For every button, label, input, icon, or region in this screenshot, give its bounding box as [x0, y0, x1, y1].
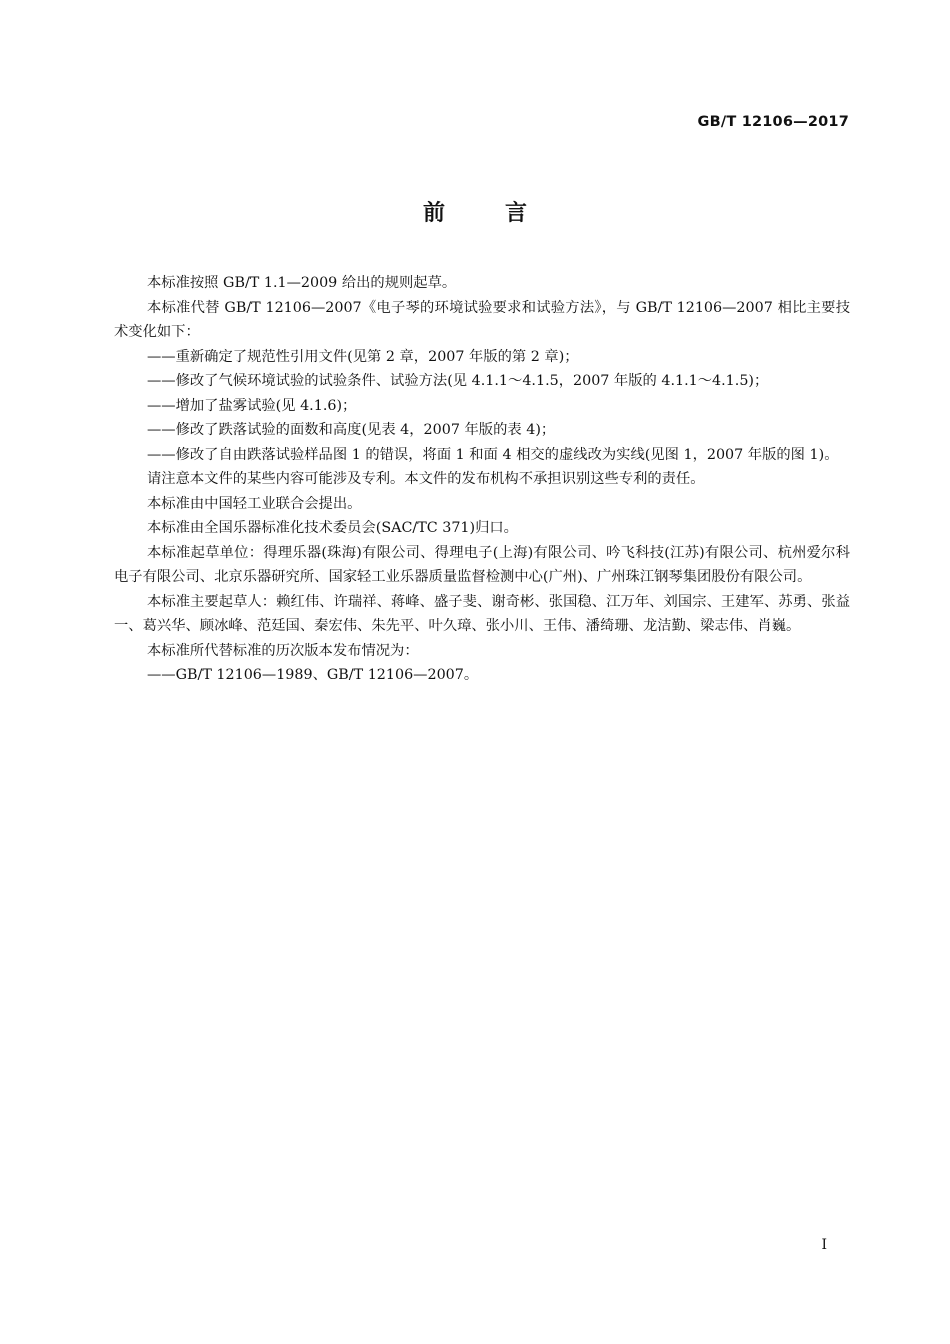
paragraph-committee: 本标准由全国乐器标准化技术委员会(SAC/TC 371)归口。: [147, 520, 518, 536]
paragraph-history: 本标准所代替标准的历次版本发布情况为：: [147, 642, 419, 659]
paragraph-patent-notice: 请注意本文件的某些内容可能涉及专利。本文件的发布机构不承担识别这些专利的责任。: [147, 471, 705, 487]
foreword-body: [114, 271, 850, 688]
paragraph-drafters: 本标准主要起草人：赖红伟、许瑞祥、蒋峰、盛子斐、谢奇彬、张国稳、江万年、刘国宗、王建军、苏勇、张益一、葛兴华、顾冰峰、范廷国、秦宏伟、朱先平、叶久璋、张小川、王伟、潘绮珊、龙洁勤、梁志伟、肖巍。: [114, 593, 850, 634]
change-item: ——修改了气候环境试验的试验条件、试验方法(见 4.1.1～4.1.5，2007 年版的 4.1.1～4.1.5)；: [147, 373, 769, 389]
change-item: ——修改了自由跌落试验样品图 1 的错误，将面 1 和面 4 相交的虚线改为实线(见图 1，2007 年版的图 1)。: [147, 446, 839, 463]
page-title: 前言: [422, 201, 587, 226]
change-item: ——增加了盐雾试验(见 4.1.6)；: [147, 397, 357, 414]
change-item: ——修改了跌落试验的面数和高度(见表 4，2007 年版的表 4)；: [147, 422, 556, 438]
paragraph-drafting-rules: 本标准按照 GB/T 1.1—2009 给出的规则起草。: [147, 275, 457, 291]
paragraph-drafting-units: 本标准起草单位：得理乐器(珠海)有限公司、得理电子(上海)有限公司、吟飞科技(江苏)有限公司、杭州爱尔科电子有限公司、北京乐器研究所、国家轻工业乐器质量监督检测中心(广州)、广州珠江钢琴集团股份有限公司。: [114, 544, 850, 585]
history-item: ——GB/T 12106—1989、GB/T 12106—2007。: [147, 667, 479, 683]
change-item: ——重新确定了规范性引用文件(见第 2 章，2007 年版的第 2 章)；: [147, 348, 579, 365]
document-code: GB/T 12106—2017: [697, 114, 849, 130]
page-number: I: [821, 1237, 827, 1253]
paragraph-proposer: 本标准由中国轻工业联合会提出。: [147, 495, 362, 512]
paragraph-replacement: 本标准代替 GB/T 12106—2007《电子琴的环境试验要求和试验方法》，与 GB/T 12106—2007 相比主要技术变化如下：: [114, 299, 850, 340]
